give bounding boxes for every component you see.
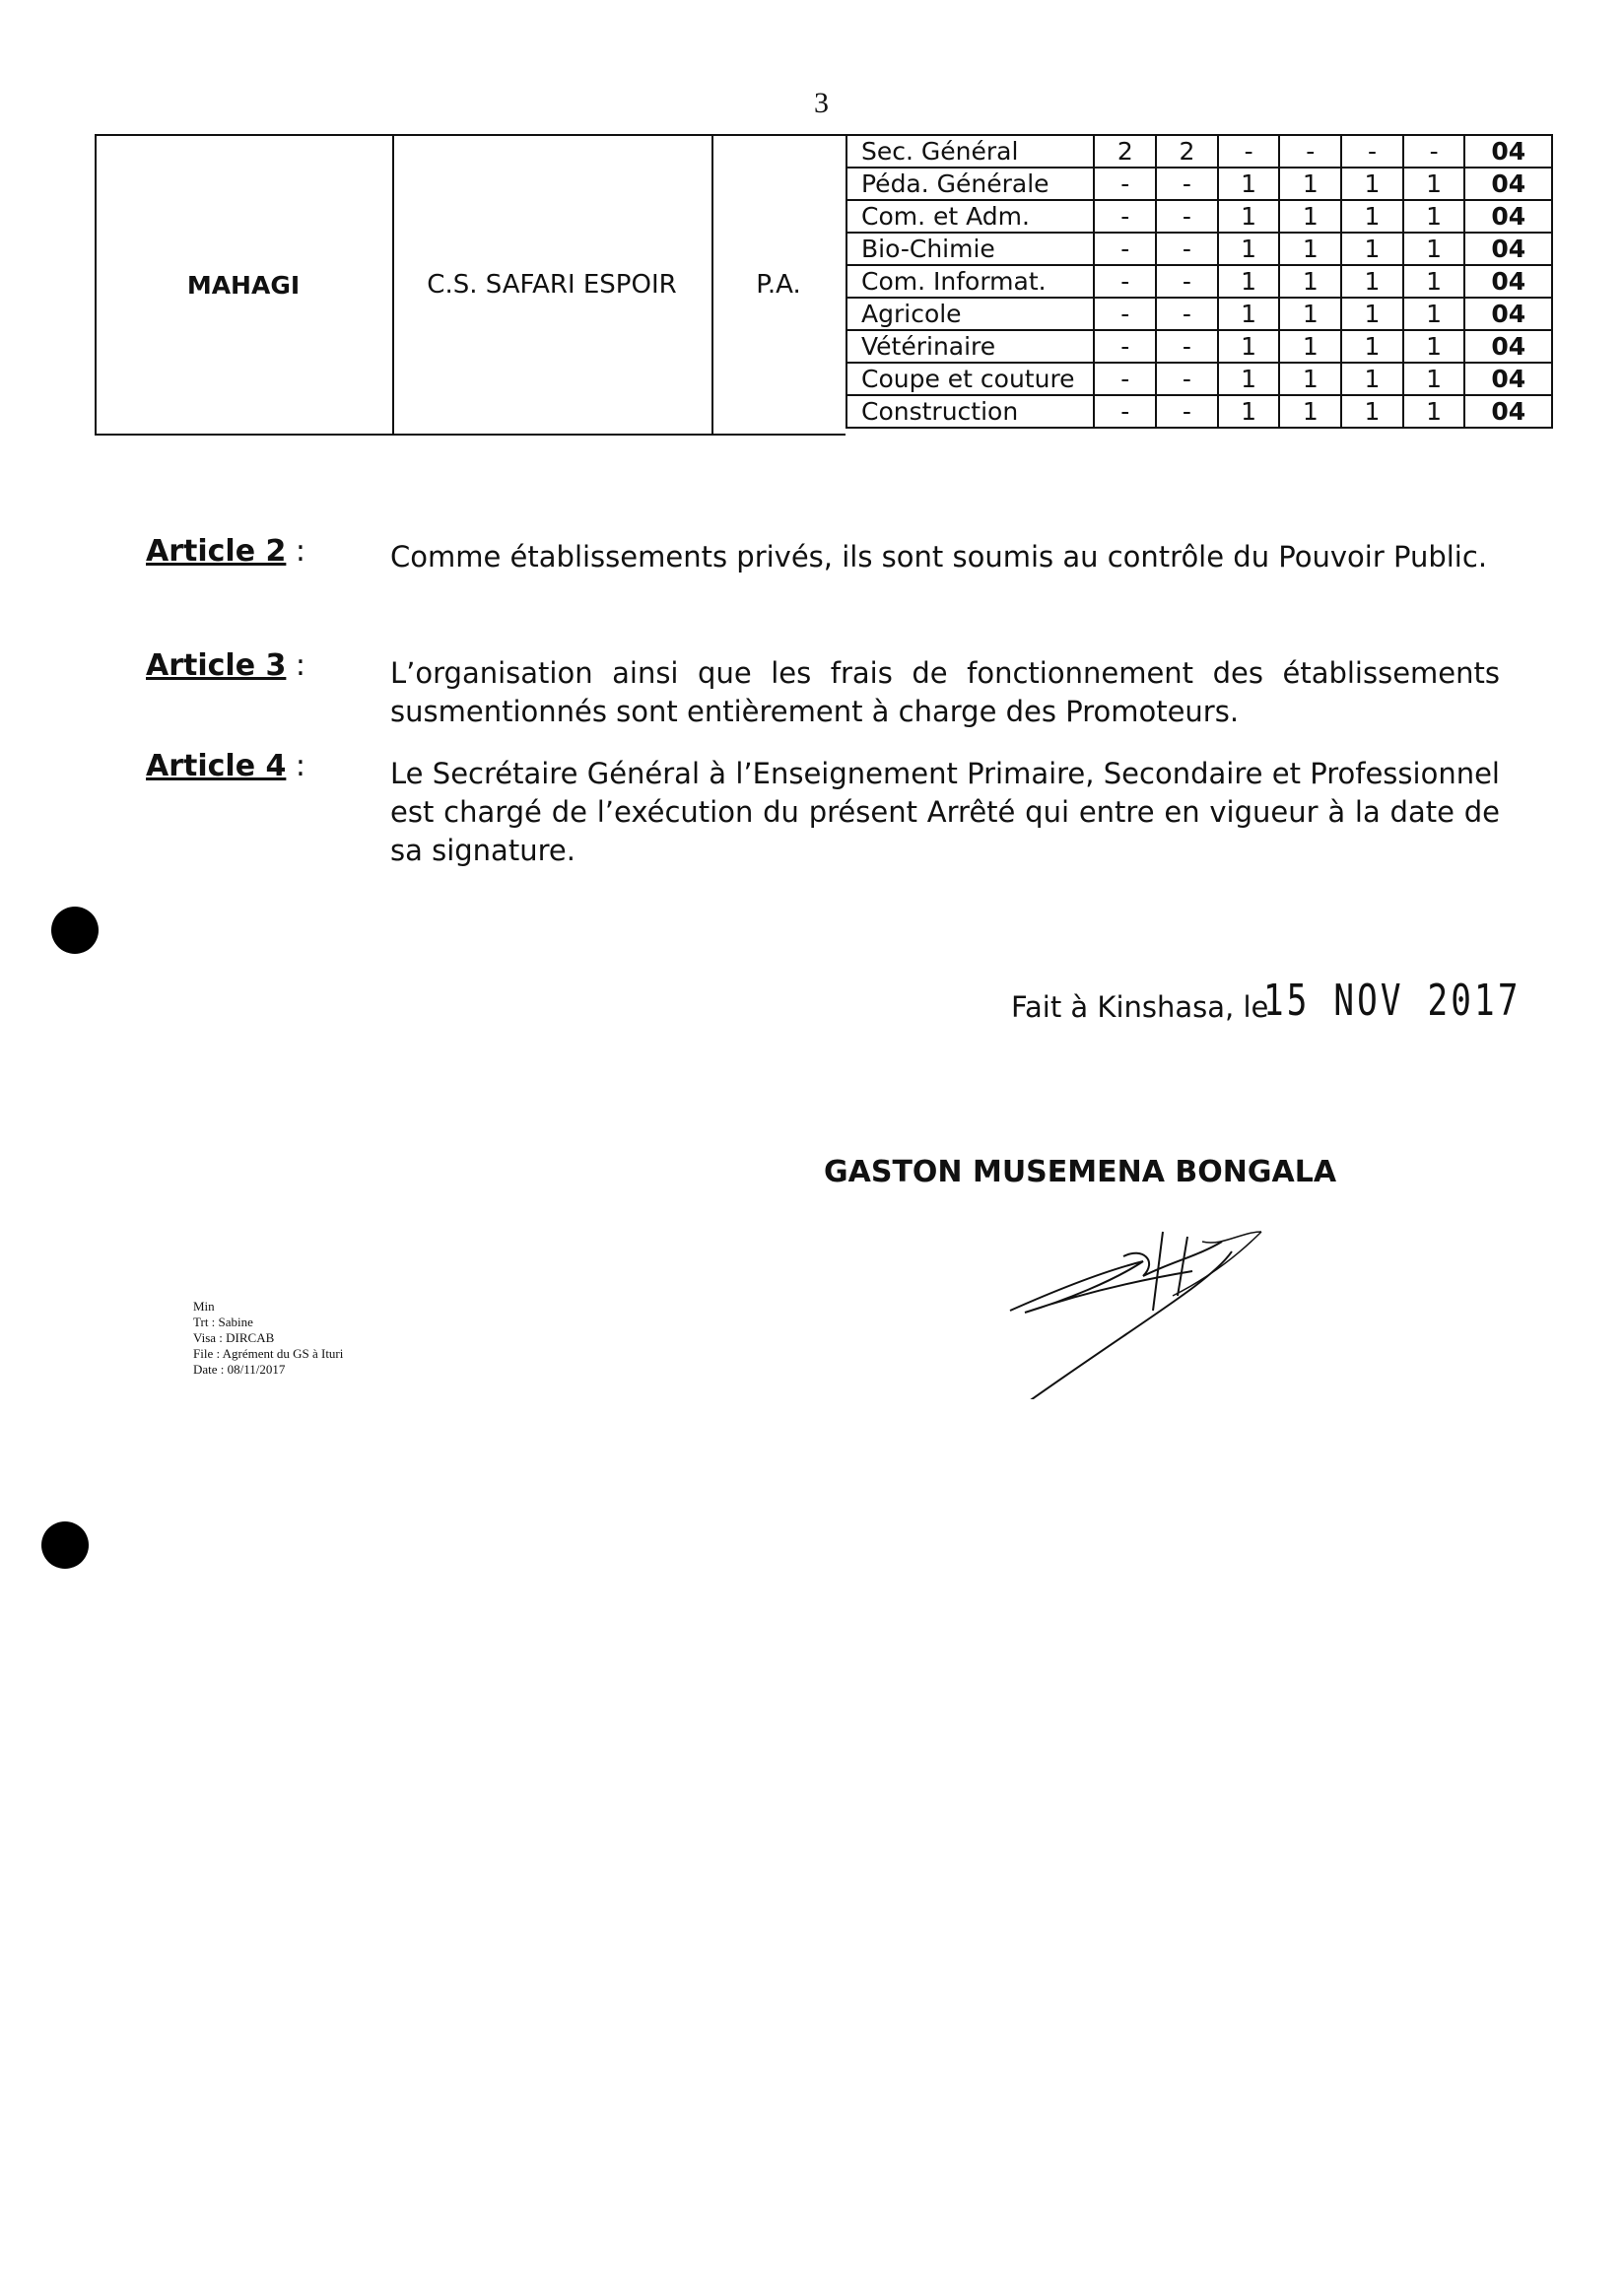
table-row: [846, 200, 1552, 233]
options-grid: [846, 134, 1553, 429]
table-row: [846, 265, 1552, 298]
regime-cell: P.A.: [756, 270, 801, 300]
punch-hole: [41, 1521, 89, 1569]
count-cell: -: [1156, 395, 1218, 428]
count-cell: 1: [1341, 363, 1403, 395]
count-cell: -: [1341, 135, 1403, 168]
option-cell: Agricole: [846, 298, 1094, 330]
option-cell: Com. Informat.: [846, 265, 1094, 298]
count-cell: 1: [1279, 330, 1341, 363]
option-cell: Bio-Chimie: [846, 233, 1094, 265]
table-row: [846, 135, 1552, 168]
count-cell: 1: [1341, 168, 1403, 200]
territoire-cell: MAHAGI: [186, 270, 301, 300]
table-row: [846, 233, 1552, 265]
count-cell: -: [1156, 200, 1218, 233]
count-cell: 1: [1341, 200, 1403, 233]
punch-hole: [51, 907, 99, 954]
article-label: Article 2: [146, 534, 287, 569]
school-name-cell: C.S. SAFARI ESPOIR: [427, 270, 677, 300]
page-number: 3: [814, 87, 829, 119]
count-cell: 1: [1279, 265, 1341, 298]
count-cell: 1: [1218, 265, 1280, 298]
schools-table: [95, 134, 1553, 439]
count-cell: 1: [1218, 168, 1280, 200]
count-cell: 1: [1279, 200, 1341, 233]
article-text: Comme établissements privés, ils sont soumis au contrôle du Pouvoir Public.: [390, 540, 1488, 574]
count-cell: 1: [1218, 363, 1280, 395]
handwritten-date: 15 NOV 2017: [1263, 976, 1522, 1026]
count-cell: 1: [1279, 363, 1341, 395]
count-cell: -: [1156, 363, 1218, 395]
article-2: Article 2 : Comme établissements privés, ils sont soumis au contrôle du Pouvoir Public.: [146, 534, 1506, 613]
option-cell: Com. et Adm.: [846, 200, 1094, 233]
count-cell: -: [1094, 233, 1156, 265]
total-cell: 04: [1464, 233, 1552, 265]
count-cell: 1: [1341, 298, 1403, 330]
count-cell: 1: [1341, 395, 1403, 428]
place-date: Fait à Kinshasa, le: [1011, 990, 1269, 1024]
count-cell: -: [1094, 395, 1156, 428]
table-row: [846, 330, 1552, 363]
count-cell: 1: [1279, 233, 1341, 265]
option-cell: Vétérinaire: [846, 330, 1094, 363]
count-cell: -: [1156, 168, 1218, 200]
count-cell: 1: [1218, 330, 1280, 363]
count-cell: -: [1279, 135, 1341, 168]
article-label: Article 3: [146, 648, 287, 683]
count-cell: 1: [1218, 395, 1280, 428]
option-cell: Péda. Générale: [846, 168, 1094, 200]
count-cell: 1: [1403, 200, 1465, 233]
count-cell: 1: [1279, 168, 1341, 200]
count-cell: 1: [1403, 233, 1465, 265]
option-cell: Construction: [846, 395, 1094, 428]
count-cell: 2: [1094, 135, 1156, 168]
option-cell: Coupe et couture: [846, 363, 1094, 395]
count-cell: -: [1156, 298, 1218, 330]
signature-icon: [995, 1202, 1311, 1399]
option-cell: Sec. Général: [846, 135, 1094, 168]
article-4: Article 4 : Le Secrétaire Général à l’Enseignement Primaire, Secondaire et Professionnel est chargé de l’exécution du présent Arrêté qui entre en vigueur à la date de sa signature.: [146, 749, 1506, 877]
count-cell: 2: [1156, 135, 1218, 168]
count-cell: -: [1156, 265, 1218, 298]
count-cell: 1: [1403, 298, 1465, 330]
count-cell: -: [1094, 265, 1156, 298]
article-text: Le Secrétaire Général à l’Enseignement Primaire, Secondaire et Professionnel est chargé de l’exécution du présent Arrêté qui entre en vigueur à la date de sa signature.: [390, 757, 1500, 867]
count-cell: 1: [1279, 298, 1341, 330]
article-text: L’organisation ainsi que les frais de fonctionnement des établissements susmentionnés sont entièrement à charge des Promoteurs.: [390, 656, 1500, 728]
count-cell: 1: [1341, 233, 1403, 265]
routing-notes: Min Trt : Sabine Visa : DIRCAB File : Agrément du GS à Ituri Date : 08/11/2017: [193, 1299, 344, 1377]
count-cell: -: [1094, 200, 1156, 233]
total-cell: 04: [1464, 135, 1552, 168]
count-cell: -: [1094, 298, 1156, 330]
table-row: [846, 363, 1552, 395]
count-cell: 1: [1403, 395, 1465, 428]
count-cell: -: [1156, 330, 1218, 363]
total-cell: 04: [1464, 298, 1552, 330]
total-cell: 04: [1464, 395, 1552, 428]
total-cell: 04: [1464, 363, 1552, 395]
count-cell: -: [1218, 135, 1280, 168]
total-cell: 04: [1464, 330, 1552, 363]
count-cell: -: [1403, 135, 1465, 168]
article-label: Article 4: [146, 749, 287, 783]
count-cell: -: [1094, 330, 1156, 363]
count-cell: 1: [1403, 330, 1465, 363]
total-cell: 04: [1464, 168, 1552, 200]
count-cell: 1: [1218, 200, 1280, 233]
count-cell: 1: [1218, 233, 1280, 265]
count-cell: 1: [1218, 298, 1280, 330]
table-row: [846, 168, 1552, 200]
total-cell: 04: [1464, 265, 1552, 298]
count-cell: 1: [1341, 330, 1403, 363]
count-cell: -: [1156, 233, 1218, 265]
count-cell: -: [1094, 168, 1156, 200]
table-row: [846, 298, 1552, 330]
count-cell: 1: [1403, 363, 1465, 395]
count-cell: 1: [1403, 265, 1465, 298]
signatory-name: GASTON MUSEMENA BONGALA: [824, 1155, 1337, 1189]
table-row: [846, 395, 1552, 428]
count-cell: 1: [1403, 168, 1465, 200]
total-cell: 04: [1464, 200, 1552, 233]
article-3: Article 3 : L’organisation ainsi que les frais de fonctionnement des établissements susmentionnés sont entièrement à charge des Promoteurs.: [146, 648, 1506, 727]
count-cell: -: [1094, 363, 1156, 395]
count-cell: 1: [1279, 395, 1341, 428]
count-cell: 1: [1341, 265, 1403, 298]
